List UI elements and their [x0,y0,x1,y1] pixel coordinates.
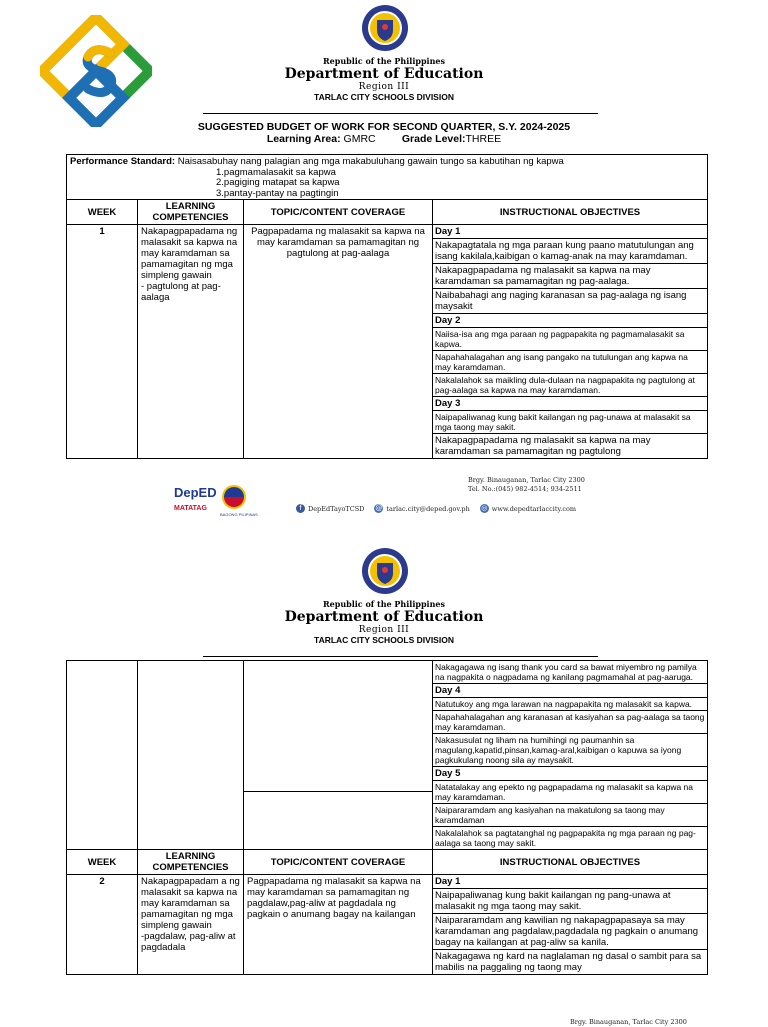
objective-item: Napahahalagahan ang isang pangako na tutulungan ang kapwa na may karamdaman. [433,351,707,374]
objective-item: Nakalalahok sa pagtatanghal ng pagpapakita ng mga paraan ng pag-aalaga sa taong may sakit. [435,828,696,848]
performance-standard-label: Performance Standard: [70,156,176,167]
col-header-week: WEEK [67,850,138,875]
day-label: Day 2 [433,314,707,328]
competency-sub: -pagdalaw, pag-aliw at pagdadala [141,931,236,953]
header-block [0,56,768,102]
republic-line: Republic of the Philippines [322,56,445,66]
competency-sub: - pagtulong at pag-aalaga [141,281,221,303]
week-2-row [67,875,708,975]
day-label: Day 5 [433,767,707,781]
topic-coverage: Pagpapadama ng malasakit sa kapwa na may karamdaman sa pamamagitan ng pagtulong at pag-aalaga [244,225,433,459]
week-number: 1 [67,225,138,459]
grade-level-label: Grade Level: [401,133,466,145]
footer-address-line: Brgy. Binauganan, Tarlac City 2300 [468,476,585,484]
col-header-week: WEEK [67,200,138,225]
objective-item: Naipapaliwanag kung bakit kailangan ng pang-unawa at malasakit ng mga taong may sakit. [433,889,707,914]
week-number [67,661,138,850]
document-title-block [0,121,768,145]
header-divider [203,656,598,657]
instructional-objectives [433,225,708,459]
day-label: Day 1 [433,225,707,239]
col-header-competencies: LEARNING COMPETENCIES [138,850,244,875]
col-header-topic: TOPIC/CONTENT COVERAGE [244,850,433,875]
objective-item: Nakalalahok sa maikling dula-dulaan na nagpapakita ng pagtulong at pag-aalaga sa kapwa na may karamdaman. [433,374,707,397]
budget-table-page-1 [66,154,708,459]
footer-logos [172,482,262,523]
objective-item: Naiisa-isa ang mga paraan ng pagpapakita ng pagmamalasakit sa kapwa. [433,328,707,351]
deped-logo-text: DepED [174,485,217,500]
region-line: Region III [358,625,410,635]
deped-seal-icon [361,4,409,52]
instructional-objectives [433,875,708,975]
week-number: 2 [67,875,138,975]
objective-item: Natatalakay ang epekto ng pagpapadama ng malasakit sa kapwa na may karamdaman. [433,781,707,804]
col-header-competencies: LEARNING COMPETENCIES [138,200,244,225]
footer-address-line: Brgy. Binauganan, Tarlac City 2300 [570,1018,687,1026]
objective-item: Naibabahagi ang naging karanasan sa pag-aalaga ng isang maysakit [433,289,707,314]
day-label: Day 4 [433,684,707,698]
deped-matatag-logo [172,482,262,518]
facebook-text: DepEdTayoTCSD [308,504,365,513]
objective-item: Napahahalagahan ang karanasan at kasiyahan sa pag-aalaga sa taong may karamdaman. [433,711,707,734]
header-block [0,599,768,645]
learning-competency [138,661,244,850]
email-icon: @ [375,504,383,512]
region-line: Region III [358,82,410,92]
column-header-row [67,200,708,225]
footer-contacts [296,504,576,513]
day-label: Day 3 [433,397,707,411]
footer-address [468,476,585,494]
bagong-pilipinas-text: BAGONG PILIPINAS [220,512,258,517]
competency-text: Nakapagpapadama ng malasakit sa kapwa na may karamdaman sa pamamagitan ng mga simpleng gawain [141,226,238,281]
website-text: www.depedtarlaccity.com [491,504,577,513]
footer-phone-line: Tel. No.:(045) 982-4514; 934-2511 [468,485,582,493]
budget-table-page-2 [66,660,708,975]
objective-item: Nakapagpapadama ng malasakit sa kapwa na may karamdaman sa pamamagitan ng pagtulong [435,435,651,457]
facebook-icon: f [296,504,305,513]
performance-item: 1.pagmamalasakit sa kapwa [216,166,336,178]
col-header-objectives: INSTRUCTIONAL OBJECTIVES [433,850,708,875]
performance-standard-text: Naisasabuhay nang palagian ang mga makabuluhang gawain tungo sa kabutihan ng kapwa [177,156,564,167]
objective-item: Nakasusulat ng liham na humihingi ng paumanhin sa magulang,kapatid,pinsan,kamag-aral,kaibigan o kapuwa sa iyong pagkukulang noong sila ay maysakit. [433,734,707,767]
document-title: SUGGESTED BUDGET OF WORK FOR SECOND QUARTER, S.Y. 2024-2025 [197,121,571,133]
learning-competency [138,875,244,975]
republic-line: Republic of the Philippines [322,599,445,609]
objective-item: Natutukoy ang mga larawan na nagpapakita ng malasakit sa kapwa. [433,698,707,711]
matatag-text: MATATAG [174,505,207,512]
grade-level-value: THREE [465,133,502,145]
objective-item: Naipapaliwanag kung bakit kailangan ng pag-unawa at malasakit sa mga taong may sakit. [433,411,707,434]
performance-item: 2.pagiging matapat sa kapwa [216,177,340,188]
learning-area-value: GMRC [343,133,376,145]
page-2 [0,530,768,1024]
col-header-topic: TOPIC/CONTENT COVERAGE [244,200,433,225]
objective-item: Naipararamdam ang kasiyahan na makatulong sa taong may karamdaman [433,804,707,827]
objective-item: Naipararamdam ang kawilian ng nakapagpapasaya sa may karamdaman ang pagdalaw,pagdadala ng pagkain o anumang bagay na kailangan at pag-aliw sa kanila. [433,914,707,950]
department-line: Department of Education [284,609,484,625]
website-contact[interactable] [480,504,576,513]
learning-competency [138,225,244,459]
topic-coverage [244,661,433,850]
column-header-row [67,850,708,875]
email-contact[interactable] [374,504,469,513]
division-line: TARLAC CITY SCHOOLS DIVISION [314,635,454,645]
performance-standard-row [67,155,708,200]
learning-area-label: Learning Area: [266,133,341,145]
department-line: Department of Education [284,66,484,82]
objective-item: Nakagagawa ng isang thank you card sa bawat miyembro ng pamilya na nagpakita o nagpadama ng kanilang pagmamahal at pag-aaruga. [433,661,707,684]
performance-item: 3.pantay-pantay na pagtingin [216,187,339,199]
col-header-objectives: INSTRUCTIONAL OBJECTIVES [433,200,708,225]
email-text: tarlac.city@deped.gov.ph [386,504,470,513]
header-divider [203,113,598,114]
week-1-continued-row [67,661,708,850]
footer-address [570,1018,687,1027]
deped-seal-icon [361,547,409,595]
globe-icon: ◎ [481,504,488,512]
day-label: Day 1 [433,875,707,889]
facebook-contact[interactable] [296,504,364,513]
document-subtitle [0,133,768,145]
instructional-objectives [433,661,708,850]
performance-standard-list [70,168,704,200]
objective-item: Nakapagpapadama ng malasakit sa kapwa na may karamdaman sa pamamagitan ng pag-aalaga. [433,264,707,289]
week-1-row [67,225,708,459]
objective-item: Nakagagawa ng kard na naglalaman ng dasal o sambit para sa mabilis na paggaling ng taong may [435,951,702,973]
division-line: TARLAC CITY SCHOOLS DIVISION [314,92,454,102]
objective-item: Nakapagtatala ng mga paraan kung paano matutulungan ang isang kakilala,kaibigan o kamag-anak na may karamdaman. [433,239,707,264]
competency-text: Nakapagpapadam a ng malasakit sa kapwa na may karamdaman sa pamamagitan ng mga simpleng gawain [141,876,240,931]
topic-coverage: Pagpapadama ng malasakit sa kapwa na may karamdaman sa pamamagitan ng pagdalaw,pag-aliw at pagdadala ng pagkain o anumang bagay na kailangan [244,875,433,975]
